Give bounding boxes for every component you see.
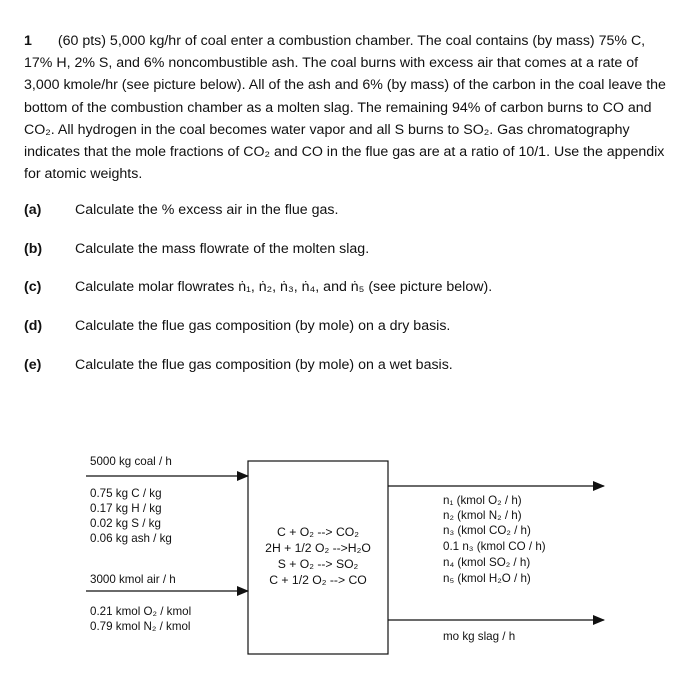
flue-gas-o2: n₁ (kmol O₂ / h)	[443, 494, 522, 507]
part-text: Calculate the flue gas composition (by mole) on a dry basis.	[75, 318, 451, 335]
air-feed-label: 3000 kmol air / h	[90, 573, 176, 586]
part-label: (a)	[24, 202, 42, 218]
reaction-co: C + 1/2 O₂ --> CO	[269, 573, 367, 587]
problem-statement	[24, 30, 674, 185]
question-part-a	[24, 200, 664, 239]
question-part-c	[24, 277, 664, 316]
question-part-d	[24, 316, 664, 355]
part-label: (c)	[24, 279, 42, 296]
combustion-chamber-box	[248, 461, 388, 654]
problem-number: 1	[24, 33, 32, 49]
part-text: Calculate the mass flowrate of the molten slag.	[75, 240, 370, 257]
flue-gas-n2: n₂ (kmol N₂ / h)	[443, 509, 522, 522]
part-label: (b)	[24, 240, 43, 257]
reaction-h2o: 2H + 1/2 O₂ -->H₂O	[265, 541, 371, 555]
flue-gas-so2: n₄ (kmol SO₂ / h)	[443, 556, 531, 569]
air-composition-o2: 0.21 kmol O₂ / kmol	[90, 605, 192, 618]
question-part-b	[24, 239, 664, 278]
part-label: (e)	[24, 356, 42, 373]
problem-text: (60 pts) 5,000 kg/hr of coal enter a combustion chamber. The coal contains (by mass) 75% C, 17% H, 2% S, and 6% noncombustible ash. The coal burns with excess air that comes at a rate of 3,000 kmole/hr (see picture below). All of the ash and 6% (by mass) of the carbon in the coal leave the bottom of the combustion chamber as a molten slag. The remaining 94% of carbon burns to CO and CO₂. All hydrogen in the coal becomes water vapor and all S burns to SO₂. Gas chromatography indicates that the mole fractions of CO₂ and CO in the flue gas are at a ratio of 10/1. Use the appendix for atomic weights.	[24, 33, 666, 183]
part-text: Calculate the flue gas composition (by mole) on a wet basis.	[75, 356, 453, 373]
part-label: (d)	[24, 318, 43, 335]
part-text: Calculate molar flowrates ṅ₁, ṅ₂, ṅ₃, ṅ₄, and ṅ₅ (see picture below).	[75, 279, 493, 296]
coal-feed-label: 5000 kg coal / h	[90, 455, 172, 468]
reaction-so2: S + O₂ --> SO₂	[277, 557, 359, 571]
reaction-co2: C + O₂ --> CO₂	[277, 525, 359, 539]
flue-gas-co2: n₃ (kmol CO₂ / h)	[443, 524, 531, 537]
reaction-list	[265, 525, 371, 587]
coal-composition-c: 0.75 kg C / kg	[90, 487, 162, 500]
part-text: Calculate the % excess air in the flue gas.	[75, 202, 339, 218]
coal-composition-ash: 0.06 kg ash / kg	[90, 532, 172, 545]
coal-composition-h: 0.17 kg H / kg	[90, 502, 162, 515]
question-parts	[24, 200, 664, 393]
flue-gas-h2o: n₅ (kmol H₂O / h)	[443, 572, 531, 585]
slag-label: mo kg slag / h	[443, 630, 516, 643]
coal-composition-s: 0.02 kg S / kg	[90, 517, 161, 530]
air-composition-n2: 0.79 kmol N₂ / kmol	[90, 620, 191, 633]
flue-gas-co: 0.1 n₃ (kmol CO / h)	[443, 540, 546, 553]
question-part-e	[24, 355, 664, 394]
